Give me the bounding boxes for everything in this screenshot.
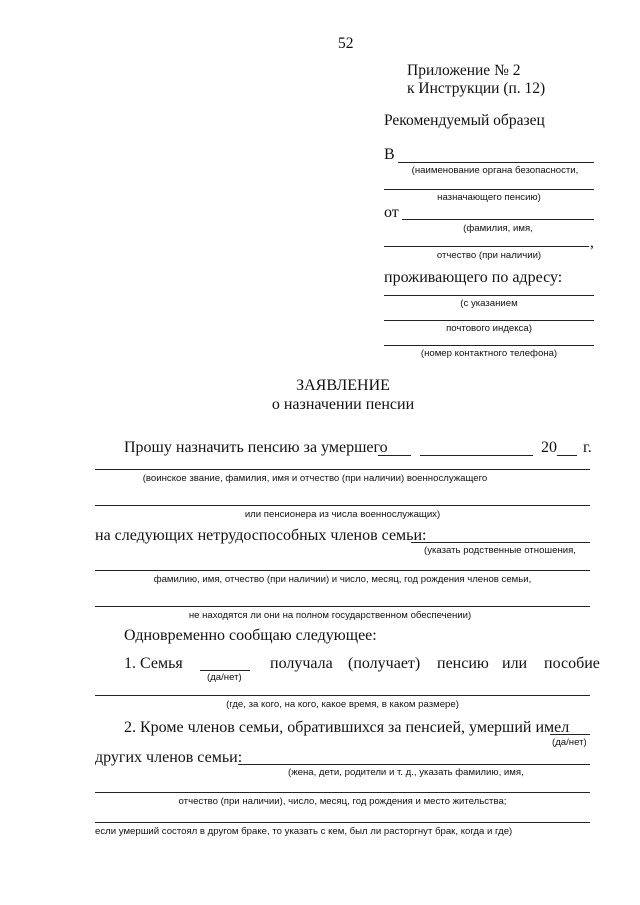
document-subtitle: о назначении пенсии — [271, 396, 415, 413]
hint-address-1: (с указанием — [460, 298, 518, 309]
hint-authority-1: (наименование органа безопасности, — [411, 165, 579, 176]
hint-family-3: не находятся ли они на полном государственном обеспечении) — [188, 610, 472, 621]
recommended-sample-label: Рекомендуемый образец — [384, 112, 545, 129]
item2-line-3[interactable] — [95, 822, 590, 823]
authority-line-2[interactable] — [384, 189, 594, 190]
hint-address-2: почтового индекса) — [446, 323, 532, 334]
year-field[interactable] — [557, 455, 577, 456]
authority-line-1[interactable] — [398, 162, 594, 163]
item1-details-line[interactable] — [95, 695, 590, 696]
hint-name-1: (фамилия, имя, — [463, 223, 533, 234]
item1-label: 1. Семья — [124, 655, 183, 672]
item1-word-allowance: пособие — [544, 655, 600, 672]
deceased-field-short[interactable] — [378, 455, 411, 456]
item1-word-received: получала — [270, 655, 333, 672]
item1-word-pension: пенсию — [437, 655, 489, 672]
deceased-line-2[interactable] — [95, 505, 590, 506]
hint-item2-1: (жена, дети, родители и т. д., указать фамилию, имя, — [288, 767, 524, 778]
hint-item1: (где, за кого, на кого, какое время, в каком размере) — [226, 699, 459, 710]
item2-text: 2. Кроме членов семьи, обратившихся за пенсией, умерший имел — [124, 719, 570, 736]
deceased-line-1[interactable] — [95, 469, 590, 470]
name-comma: , — [590, 234, 594, 251]
address-line-1[interactable] — [384, 295, 594, 296]
deceased-field-long[interactable] — [420, 455, 533, 456]
family-line-3[interactable] — [95, 606, 590, 607]
document-title: ЗАЯВЛЕНИЕ — [296, 377, 390, 394]
item2-yes-no-field[interactable] — [550, 734, 590, 735]
item1-word-or: или — [502, 655, 528, 672]
phone-line[interactable] — [384, 345, 594, 346]
hint-item2-yes-no: (да/нет) — [552, 737, 587, 748]
item2-line-2[interactable] — [95, 792, 590, 793]
hint-deceased-1: (воинское звание, фамилия, имя и отчество (при наличии) военнослужащего — [142, 473, 488, 484]
hint-phone: (номер контактного телефона) — [420, 348, 558, 359]
item1-yes-no-field[interactable] — [200, 670, 250, 671]
year-suffix: г. — [583, 439, 592, 456]
page-number: 52 — [338, 35, 354, 52]
to-prefix: В — [384, 146, 395, 163]
hint-item1-yes-no: (да/нет) — [207, 672, 242, 683]
hint-authority-2: назначающего пенсию) — [437, 192, 541, 203]
hint-name-2: отчество (при наличии) — [436, 250, 542, 261]
family-text: на следующих нетрудоспособных членов семьи: — [95, 527, 427, 544]
item2-tail: других членов семьи: — [95, 749, 243, 766]
family-line-2[interactable] — [95, 570, 590, 571]
name-line-1[interactable] — [402, 219, 594, 220]
hint-family-1: (указать родственные отношения, — [424, 545, 576, 556]
request-text: Прошу назначить пенсию за умершего — [124, 439, 388, 456]
name-line-2[interactable] — [384, 246, 589, 247]
item1-word-receives: (получает) — [348, 655, 421, 672]
hint-deceased-2: или пенсионера из числа военнослужащих) — [244, 509, 441, 520]
from-prefix: от — [384, 204, 399, 221]
hint-item2-3: если умерший состоял в другом браке, то указать с кем, был ли расторгнут брак, когда и где) — [95, 826, 513, 837]
family-field[interactable] — [411, 542, 590, 543]
notify-text: Одновременно сообщаю следующее: — [124, 627, 377, 644]
address-label: проживающего по адресу: — [384, 269, 563, 286]
year-prefix: 20 — [541, 439, 557, 456]
item2-members-field[interactable] — [238, 764, 590, 765]
hint-family-2: фамилию, имя, отчество (при наличии) и число, месяц, год рождения членов семьи, — [153, 574, 532, 585]
hint-item2-2: отчество (при наличии), число, месяц, год рождения и место жительства; — [178, 796, 507, 807]
appendix-label: Приложение № 2 — [407, 62, 521, 79]
instruction-reference: к Инструкции (п. 12) — [407, 80, 546, 97]
address-line-2[interactable] — [384, 320, 594, 321]
